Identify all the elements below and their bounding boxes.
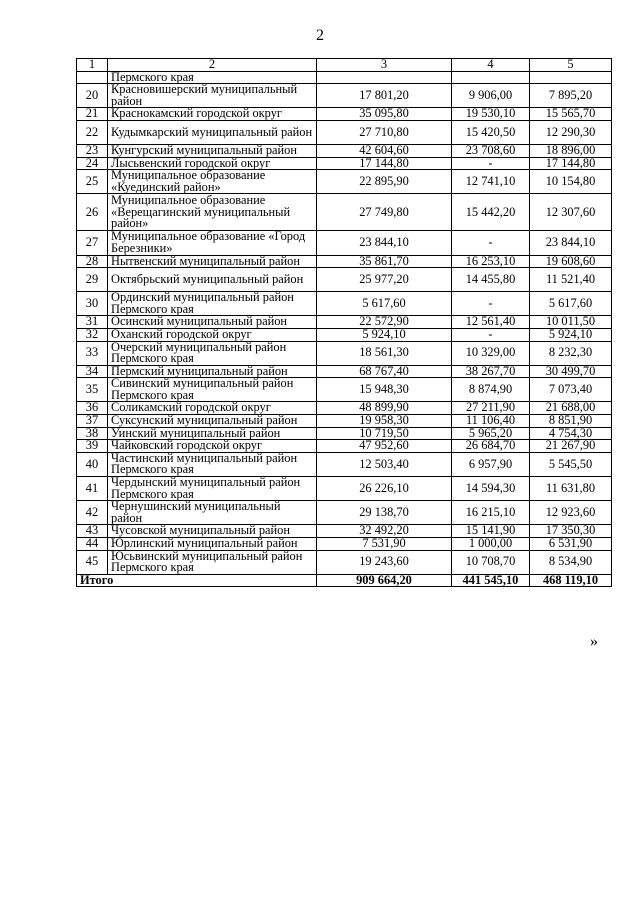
table-row — [77, 120, 612, 144]
row-number-cell: 27 — [77, 231, 108, 255]
municipality-cell: Муниципальное образование «Верещагинский муниципальный район» — [108, 194, 317, 231]
value-cell: 17 350,30 — [530, 525, 612, 538]
value-cell: 8 534,90 — [530, 550, 612, 574]
value-cell — [530, 71, 612, 84]
row-number-cell: 42 — [77, 501, 108, 525]
value-cell: 22 895,90 — [317, 170, 452, 194]
closing-quote: » — [590, 633, 598, 650]
row-number-cell: 20 — [77, 84, 108, 108]
table-row — [77, 415, 612, 428]
row-number-cell: 24 — [77, 157, 108, 170]
value-cell: 1 000,00 — [452, 538, 530, 551]
value-cell: 23 844,10 — [317, 231, 452, 255]
value-cell: 42 604,60 — [317, 144, 452, 157]
value-cell: 19 958,30 — [317, 415, 452, 428]
row-number-cell: 29 — [77, 268, 108, 292]
value-cell: 5 545,50 — [530, 452, 612, 476]
value-cell: 11 631,80 — [530, 477, 612, 501]
value-cell: 10 154,80 — [530, 170, 612, 194]
table-row — [77, 525, 612, 538]
table-row — [77, 170, 612, 194]
value-cell: 12 290,30 — [530, 120, 612, 144]
header-cell: 4 — [452, 59, 530, 72]
budget-distribution-table — [76, 58, 612, 587]
value-cell: 10 011,50 — [530, 316, 612, 329]
value-cell: 15 565,70 — [530, 108, 612, 121]
row-number-cell: 35 — [77, 378, 108, 402]
row-number-cell: 30 — [77, 292, 108, 316]
value-cell: 15 442,20 — [452, 194, 530, 231]
row-number-cell: 37 — [77, 415, 108, 428]
municipality-cell: Юрлинский муниципальный район — [108, 538, 317, 551]
value-cell: 21 267,90 — [530, 440, 612, 453]
value-cell: 16 215,10 — [452, 501, 530, 525]
table-row — [77, 538, 612, 551]
value-cell: 11 521,40 — [530, 268, 612, 292]
municipality-cell: Краснокамский городской округ — [108, 108, 317, 121]
header-cell: 1 — [77, 59, 108, 72]
total-value-cell: 468 119,10 — [530, 574, 612, 587]
table-row — [77, 402, 612, 415]
table-row — [77, 144, 612, 157]
table-row — [77, 341, 612, 365]
value-cell: 14 455,80 — [452, 268, 530, 292]
row-number-cell: 32 — [77, 328, 108, 341]
municipality-cell: Юсьвинский муниципальный район Пермского края — [108, 550, 317, 574]
value-cell: 19 243,60 — [317, 550, 452, 574]
value-cell — [317, 71, 452, 84]
municipality-cell: Нытвенский муниципальный район — [108, 255, 317, 268]
table-row — [77, 501, 612, 525]
table-row — [77, 108, 612, 121]
total-value-cell: 909 664,20 — [317, 574, 452, 587]
value-cell: 8 874,90 — [452, 378, 530, 402]
value-cell: 48 899,90 — [317, 402, 452, 415]
value-cell: 23 844,10 — [530, 231, 612, 255]
row-number-cell: 22 — [77, 120, 108, 144]
table-row — [77, 452, 612, 476]
table-row — [77, 84, 612, 108]
value-cell: 18 896,00 — [530, 144, 612, 157]
municipality-cell: Чайковский городской округ — [108, 440, 317, 453]
table-row — [77, 268, 612, 292]
value-cell: 6 957,90 — [452, 452, 530, 476]
municipality-cell: Кудымкарский муниципальный район — [108, 120, 317, 144]
value-cell: 4 754,30 — [530, 427, 612, 440]
municipality-cell: Очерский муниципальный район Пермского края — [108, 341, 317, 365]
value-cell: 9 906,00 — [452, 84, 530, 108]
municipality-cell: Кунгурский муниципальный район — [108, 144, 317, 157]
total-row — [77, 574, 612, 587]
value-cell: 27 710,80 — [317, 120, 452, 144]
value-cell: 14 594,30 — [452, 477, 530, 501]
value-cell: 35 861,70 — [317, 255, 452, 268]
value-cell: 7 531,90 — [317, 538, 452, 551]
row-number-cell: 43 — [77, 525, 108, 538]
municipality-cell: Частинский муниципальный район Пермского края — [108, 452, 317, 476]
value-cell: 32 492,20 — [317, 525, 452, 538]
value-cell: 16 253,10 — [452, 255, 530, 268]
value-cell: 38 267,70 — [452, 365, 530, 378]
value-cell: 5 924,10 — [317, 328, 452, 341]
municipality-cell: Сивинский муниципальный район Пермского края — [108, 378, 317, 402]
value-cell: 11 106,40 — [452, 415, 530, 428]
table-row — [77, 427, 612, 440]
value-cell: 7 895,20 — [530, 84, 612, 108]
table-row — [77, 365, 612, 378]
municipality-cell: Пермского края — [108, 71, 317, 84]
table-row — [77, 477, 612, 501]
value-cell: 12 561,40 — [452, 316, 530, 329]
header-cell: 2 — [108, 59, 317, 72]
value-cell: 12 307,60 — [530, 194, 612, 231]
continuation-row — [77, 71, 612, 84]
value-cell: - — [452, 157, 530, 170]
total-value-cell: 441 545,10 — [452, 574, 530, 587]
municipality-cell: Лысьвенский городской округ — [108, 157, 317, 170]
value-cell: 15 141,90 — [452, 525, 530, 538]
value-cell: 27 211,90 — [452, 402, 530, 415]
table-row — [77, 550, 612, 574]
table-row — [77, 328, 612, 341]
value-cell: 15 420,50 — [452, 120, 530, 144]
row-number-cell: 26 — [77, 194, 108, 231]
municipality-cell: Соликамский городской округ — [108, 402, 317, 415]
value-cell: 7 073,40 — [530, 378, 612, 402]
value-cell: 19 530,10 — [452, 108, 530, 121]
value-cell: 22 572,90 — [317, 316, 452, 329]
municipality-cell: Муниципальное образование «Город Березники» — [108, 231, 317, 255]
municipality-cell: Чусовской муниципальный район — [108, 525, 317, 538]
municipality-cell: Уинский муниципальный район — [108, 427, 317, 440]
value-cell: 29 138,70 — [317, 501, 452, 525]
value-cell: 5 965,20 — [452, 427, 530, 440]
row-number-cell: 33 — [77, 341, 108, 365]
header-cell: 5 — [530, 59, 612, 72]
value-cell: 25 977,20 — [317, 268, 452, 292]
header-row — [77, 59, 612, 72]
municipality-cell: Ординский муниципальный район Пермского края — [108, 292, 317, 316]
value-cell: 30 499,70 — [530, 365, 612, 378]
value-cell: 15 948,30 — [317, 378, 452, 402]
municipality-cell: Пермский муниципальный район — [108, 365, 317, 378]
municipality-cell: Чернушинский муниципальный район — [108, 501, 317, 525]
value-cell: 5 617,60 — [317, 292, 452, 316]
table-row — [77, 292, 612, 316]
row-number-cell: 40 — [77, 452, 108, 476]
municipality-cell: Красновишерский муниципальный район — [108, 84, 317, 108]
table-row — [77, 231, 612, 255]
table-row — [77, 194, 612, 231]
municipality-cell: Чердынский муниципальный район Пермского края — [108, 477, 317, 501]
row-number-cell: 39 — [77, 440, 108, 453]
total-label-cell: Итого — [77, 574, 317, 587]
municipality-cell: Оханский городской округ — [108, 328, 317, 341]
value-cell: 17 801,20 — [317, 84, 452, 108]
row-number-cell: 31 — [77, 316, 108, 329]
row-number-cell — [77, 71, 108, 84]
municipality-cell: Осинский муниципальный район — [108, 316, 317, 329]
table-row — [77, 255, 612, 268]
row-number-cell: 41 — [77, 477, 108, 501]
value-cell: 6 531,90 — [530, 538, 612, 551]
value-cell: 47 952,60 — [317, 440, 452, 453]
municipality-cell: Суксунский муниципальный район — [108, 415, 317, 428]
value-cell: 10 708,70 — [452, 550, 530, 574]
row-number-cell: 28 — [77, 255, 108, 268]
value-cell: 10 719,50 — [317, 427, 452, 440]
value-cell: 26 684,70 — [452, 440, 530, 453]
row-number-cell: 36 — [77, 402, 108, 415]
table-row — [77, 378, 612, 402]
value-cell: - — [452, 292, 530, 316]
row-number-cell: 23 — [77, 144, 108, 157]
value-cell: 35 095,80 — [317, 108, 452, 121]
value-cell: 5 924,10 — [530, 328, 612, 341]
value-cell: 21 688,00 — [530, 402, 612, 415]
row-number-cell: 34 — [77, 365, 108, 378]
value-cell: 17 144,80 — [317, 157, 452, 170]
table-row — [77, 316, 612, 329]
value-cell: 68 767,40 — [317, 365, 452, 378]
row-number-cell: 25 — [77, 170, 108, 194]
header-cell: 3 — [317, 59, 452, 72]
value-cell: 12 741,10 — [452, 170, 530, 194]
value-cell — [452, 71, 530, 84]
value-cell: 8 851,90 — [530, 415, 612, 428]
row-number-cell: 44 — [77, 538, 108, 551]
row-number-cell: 45 — [77, 550, 108, 574]
row-number-cell: 21 — [77, 108, 108, 121]
value-cell: 12 923,60 — [530, 501, 612, 525]
value-cell: 18 561,30 — [317, 341, 452, 365]
municipality-cell: Октябрьский муниципальный район — [108, 268, 317, 292]
table-row — [77, 157, 612, 170]
value-cell: 17 144,80 — [530, 157, 612, 170]
value-cell: 5 617,60 — [530, 292, 612, 316]
page-number: 2 — [316, 27, 324, 44]
row-number-cell: 38 — [77, 427, 108, 440]
value-cell: 19 608,60 — [530, 255, 612, 268]
value-cell: 27 749,80 — [317, 194, 452, 231]
table-row — [77, 440, 612, 453]
value-cell: 8 232,30 — [530, 341, 612, 365]
value-cell: 12 503,40 — [317, 452, 452, 476]
value-cell: 26 226,10 — [317, 477, 452, 501]
value-cell: - — [452, 328, 530, 341]
value-cell: 10 329,00 — [452, 341, 530, 365]
value-cell: 23 708,60 — [452, 144, 530, 157]
municipality-cell: Муниципальное образование «Куединский район» — [108, 170, 317, 194]
value-cell: - — [452, 231, 530, 255]
